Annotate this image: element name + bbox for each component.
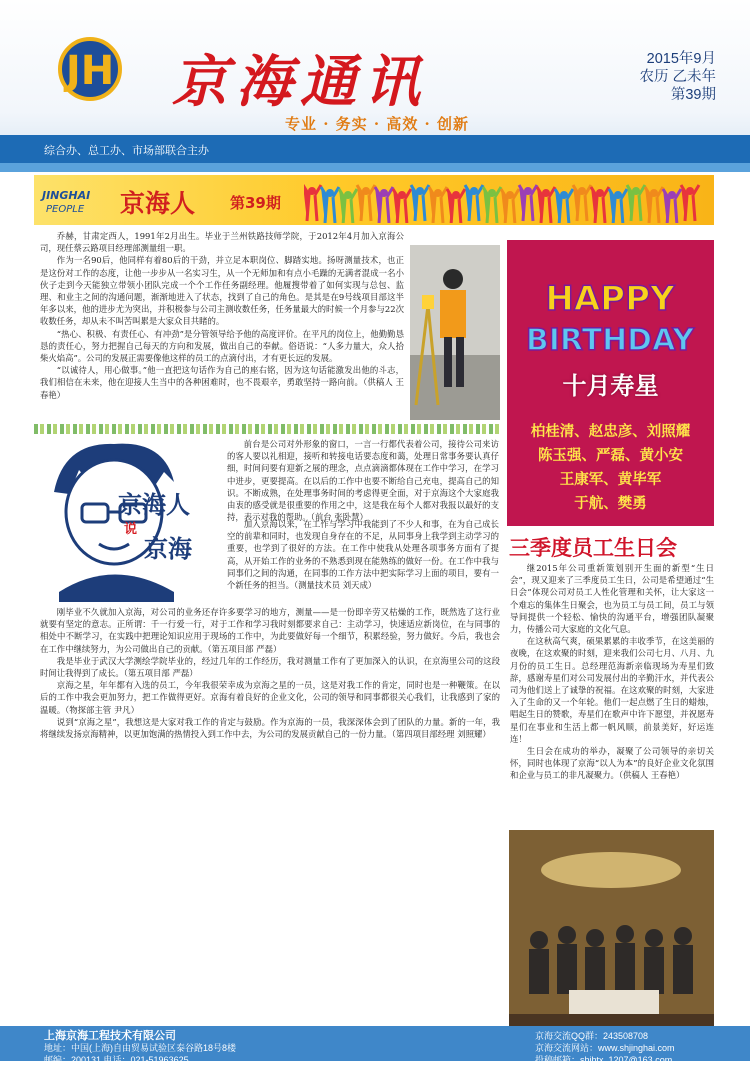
section-issue: 第39期 — [230, 194, 281, 212]
crowd-silhouette-icon — [304, 177, 708, 223]
organizer-bar — [0, 135, 750, 163]
party-article-title: 三季度员工生日会 — [509, 536, 677, 560]
party-article — [510, 562, 714, 782]
birthday-card — [507, 240, 714, 526]
profile-paragraph-3: “热心、积极、有责任心、有冲劲”是分管领导给予他的高度评价。在平凡的岗位上，他勤勤恳恳的责任心，努力把握自己每天的方向和发展，做出自己的奉献。俗语说：“人多力量大，众人拾柴火焰高”。公司的发展正需要像他这样的员工的点滴付出，才有更长远的发展。 — [40, 328, 404, 364]
company-contact: 邮编：200131 电话：021-51963625 — [44, 1055, 189, 1065]
issue-number: 第39期 — [670, 87, 716, 103]
birthday-text: BIRTHDAY — [525, 323, 695, 358]
accent-bar — [0, 163, 750, 172]
brand-line2: PEOPLE — [46, 204, 85, 215]
jh-logo-icon — [44, 32, 136, 106]
cartoon-caption-line3: 京海 — [144, 535, 192, 563]
surveyor-article — [227, 518, 499, 591]
cartoon-caption-line1: 京海人 — [118, 491, 190, 519]
lunar-date: 农历 乙未年 — [639, 69, 716, 85]
birthday-title: 十月寿星 — [562, 372, 659, 400]
party-paragraph-1: 继2015年公司重新策划别开生面的新型“生日会”，现又迎来了三季度员工生日，公司是希望通过“生日会”体现公司对员工人性化管理和关怀，让大家这一个难忘的集体生日聚会，也为员工与员工间，员工与领导间提供一个轻松、愉快的沟通平台，增强团队凝聚力，传播公司大家庭的文化气息。 — [510, 563, 714, 635]
profile-paragraph-1: 乔赫，甘肃定西人，1991年2月出生。毕业于兰州铁路技师学院，于2012年4月加入京海公司，现任蔡云路项目经理部测量组一职。 — [40, 231, 404, 254]
party-group-photo — [509, 830, 714, 1027]
website-link[interactable]: 京海交流网站：www.shjinghai.com — [535, 1043, 675, 1053]
section-header — [34, 175, 714, 225]
frontdesk-paragraph: 前台是公司对外形象的窗口，一言一行都代表着公司，接待公司来访的客人要以礼相迎，接听和转接电话要态度和蔼，处理日常事务要认真仔细，时间问要有迎新之展的理念，点点滴滴都体现在工作中学习，在学习中进步，更要提高。在以后的工作中也要不断给自己充电，提高自己的知识。不断成熟，在处理事务时间的考虑得更全面，对于京海这个大家庭我由衷的感受就是很重要的作用之中，这是我在每个人都对我报以最好的支持，表示对我的帮助。（前台 张卧慧） — [227, 439, 499, 523]
company-name: 上海京海工程技术有限公司 — [44, 1030, 176, 1042]
issue-date: 2015年9月 — [646, 51, 716, 67]
birthday-names-2: 陈玉强、严磊、黄小安 — [538, 448, 683, 464]
brand-line1: JINGHAI — [42, 189, 91, 202]
slogan: 专业 · 务实 · 高效 · 创新 — [285, 115, 470, 133]
birthday-names-1: 柏桂清、赵忠彦、刘照耀 — [530, 424, 691, 440]
staff-reflections-article — [40, 606, 500, 740]
qq-group: 京海交流QQ群：243508708 — [535, 1031, 649, 1041]
party-paragraph-3: 生日会在成功的举办，凝聚了公司领导的亲切关怀，同时也体现了京海“以人为本”的良好企业文化氛围和企业与员工的非凡凝聚力。（供稿人 王春艳） — [510, 746, 714, 781]
profile-article — [40, 230, 404, 401]
date-block — [639, 50, 716, 104]
frontdesk-article — [227, 438, 499, 523]
profile-paragraph-2: 作为一名90后，他同样有着80后的干劲，并立足本职岗位、脚踏实地。扬呀测量技术，也正是这份对工作的态度，让他一步步从一名实习生，从一个无师加和有点小毛躁的无满者混成一名小伙子走到今天能独立带领小团队完成一个个工作任务副经理。他履搜带着了如何实现与总包、监理、和业主之间的沟通问题，渐渐地进入了状态，找到了自己的角色。是其是在9号线项目部这半年多以来，他的进步尤为突出，并积极参与公司主测收数任务，任务量最大的时候一个月参与22次收数任务，却从未不叫苦叫累是大家众目共睹的。 — [40, 255, 404, 327]
profile-paragraph-4: “以诚待人，用心做事。”他一直把这句话作为自己的座右铭，因为这句话能激发出他的斗志，我们相信在未来，他在迎接人生当中的各种困难时，也不畏艰辛，勇敢坚持一路向前。（供稿人 王春艳） — [40, 365, 404, 400]
company-address: 地址：中国(上海)自由贸易试验区泰谷路18号8楼 — [44, 1043, 237, 1053]
reflection-paragraph-3: 京海之星，年年都有入选的员工，今年我很荣幸成为京海之星的一员，这是对我工作的肯定，同时也是一种鞭策。在以后的工作中我会更加努力，把工作做得更好。京海有着良好的企业文化，公司的领导和同事都很关心我们，让我感到了家的温暖。（物探部主管 尹凡） — [40, 680, 500, 715]
jinghai-people-logo-icon — [40, 183, 110, 217]
masthead-title: 京海通讯 — [172, 49, 428, 115]
happy-text: HAPPY — [545, 279, 675, 319]
cartoon-caption-line2: 说 — [124, 522, 138, 537]
reflection-paragraph-1: 刚毕业不久就加入京海，对公司的业务还存许多要学习的地方，测量——是一份即辛劳又枯燥的工作，既然选了这行业就要有坚定的意志。正所谓：千一行爱一行，对于工作和学习我时刻都要求自己：主动学习，快速适应新岗位，在与同事的相处中不断学习，在实践中把理论知识应用于现场的工作中，为此要做好每一个细节，积累经验，努力做好。今后，我也会在工作中继续努力，为公司做出自己的贡献。（第五项目部 严磊） — [40, 607, 500, 654]
surveyor-photo — [410, 245, 500, 420]
birthday-names-3: 王康军、黄毕军 — [559, 472, 662, 488]
reflection-paragraph-2: 我是毕业于武汉大学测绘学院毕业的，经过几年的工作经历，我对测量工作有了更加深入的认识，在京海里公司的这段时间让我得到了成长。（第五项目部 严磊） — [40, 655, 500, 679]
submission-email[interactable]: 投稿邮箱：shjhtx_1207@163.com — [535, 1055, 673, 1065]
section-title: 京海人 — [120, 189, 196, 218]
surveyor-paragraph: 加入京海以来，在工作与学习中我能到了不少人和事，在为自己成长空的前辈和同时，也发现自身存在的不足，从同事身上我学到主动学习的重要，也学到了很好的方法。在工作中使我从处理各项事务方面有了提高，从开始工作的业务的不熟悉到现在能熟练的做好一份。在工作中我与同事们之间的沟通，在同事的工作方法中把实际学习上面的项目，要有一个新任务的担当。（测量技术员 刘天成） — [227, 519, 499, 591]
logo-text: JH — [65, 48, 115, 94]
birthday-names-4: 于航、樊勇 — [574, 496, 647, 512]
reflection-paragraph-4: 说到“京海之星”，我想这是大家对我工作的肯定与鼓励。作为京海的一员，我深深体会到了团队的力量。新的一年，我将继续发扬京海精神，以更加饱满的热情投入到工作中去，为公司的发展贡献自己的一份力量。（第四项目部经理 刘照耀） — [40, 716, 500, 740]
happy-birthday-banner-icon — [517, 270, 704, 360]
cartoon-caption — [118, 492, 192, 561]
party-paragraph-2: 在这秋高气爽，硕果累累的丰收季节，在这美丽的夜晚，在这欢聚的时刻，迎来我们公司七月、八月、九月份的员工生日。总经理范海新亲临现场为寿星们致辞，感谢寿星们对公司发展付出的辛勤汗水，并代表公司为他们送上了诚挚的祝福。在这欢聚的时刻，大家进入了生命的又一个年轮。他们一起点燃了生日的蜡烛，唱起生日的赞歌，寿星们在歌声中许下愿望，并祝愿寿星们在事业和生活上都一帆风顺，前景美好，好运连连！ — [510, 636, 714, 744]
organizers: 综合办、总工办、市场部联合主办 — [44, 145, 209, 157]
